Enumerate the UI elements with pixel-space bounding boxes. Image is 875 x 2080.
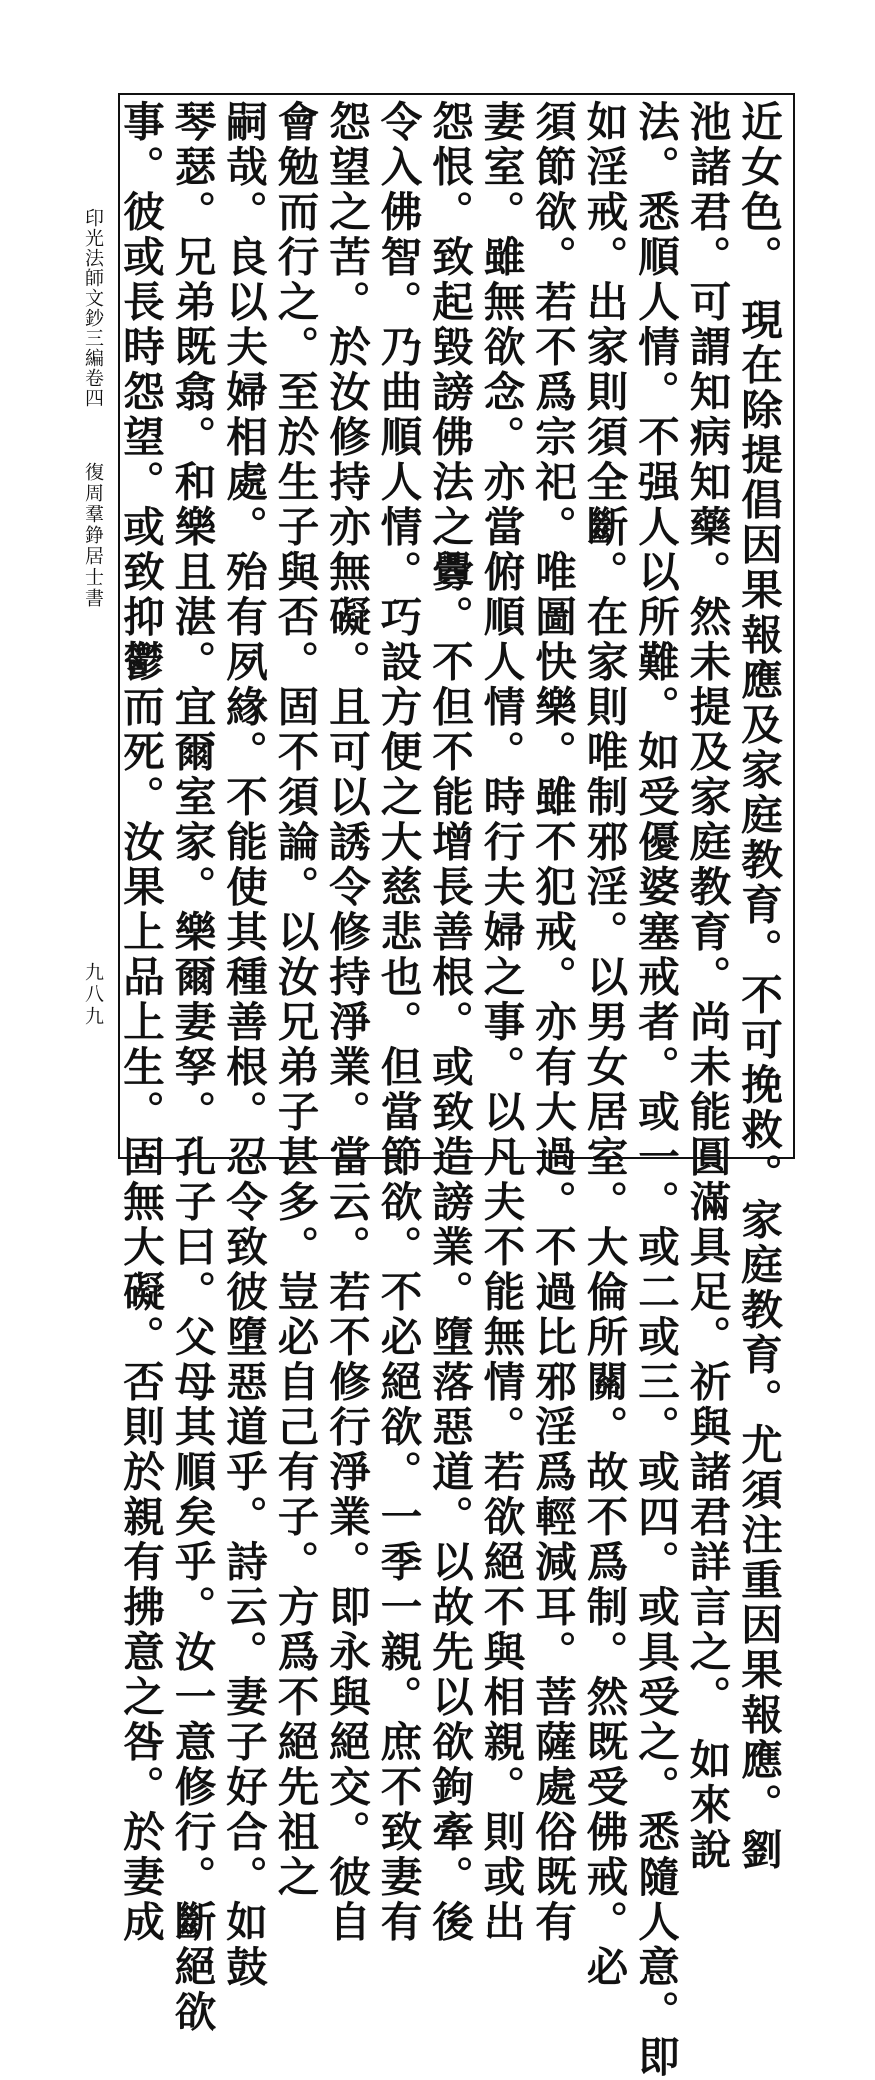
book-title-header: 印光法師文鈔三編卷四 xyxy=(82,208,104,408)
text-column: 事。彼或長時怨望。或致抑鬱而死。汝果上品上生。固無大礙。否則於親有拂意之咎。於妻成 xyxy=(116,100,165,1945)
text-column: 會勉而行之。至於生子與否。固不須論。以汝兄弟子甚多。豈必自己有子。方爲不絕先祖之 xyxy=(270,100,320,1900)
text-column: 如淫戒。出家則須全斷。在家則唯制邪淫。以男女居室。大倫所關。故不爲制。然既受佛戒。必 xyxy=(579,100,629,1990)
text-column: 近女色。 現在除提倡因果報應及家庭教育。不可挽救。家庭教育。尤須注重因果報應。劉 xyxy=(734,100,783,1873)
text-column: 池諸君。可謂知病知藥。然未提及家庭教育。尚未能圓滿具足。祈與諸君詳言之。 如來說 xyxy=(682,100,732,1873)
text-column: 法。悉順人情。不强人以所難。如受優婆塞戒者。或一。或二或三。或四。或具受之。悉隨人意。即 xyxy=(631,100,680,2080)
text-column: 令入佛智。乃曲順人情。巧設方便之大慈悲也。但當節欲。不必絕欲。一季一親。庶不致妻有 xyxy=(373,100,423,1945)
letter-title: 復周羣錚居士書 xyxy=(82,462,104,609)
text-column: 須節欲。若不爲宗祀。唯圖快樂。雖不犯戒。亦有大過。不過比邪淫爲輕減耳。菩薩處俗既有 xyxy=(528,100,577,1945)
text-column: 怨恨。致起毀謗佛法之釁。不但不能增長善根。或致造謗業。墮落惡道。以故先以欲鉤牽。後 xyxy=(425,100,474,1945)
page-number: 九八九 xyxy=(82,962,104,1028)
text-column: 妻室。雖無欲念。亦當俯順人情。時行夫婦之事。以凡夫不能無情。若欲絕不與相親。則或出 xyxy=(476,100,526,1945)
text-column: 琴瑟。兄弟既翕。和樂且湛。宜爾室家。樂爾妻孥。孔子曰。父母其順矣乎。汝一意修行。斷絕欲 xyxy=(167,100,217,2035)
body-text xyxy=(110,100,783,2080)
text-column: 嗣哉。良以夫婦相處。殆有夙緣。不能使其種善根。忍令致彼墮惡道乎。詩云。妻子好合。如鼓 xyxy=(219,100,268,1990)
text-column: 怨望之苦。於汝修持亦無礙。且可以誘令修持淨業。當云。若不修行淨業。即永與絕交。彼自 xyxy=(322,100,371,1945)
